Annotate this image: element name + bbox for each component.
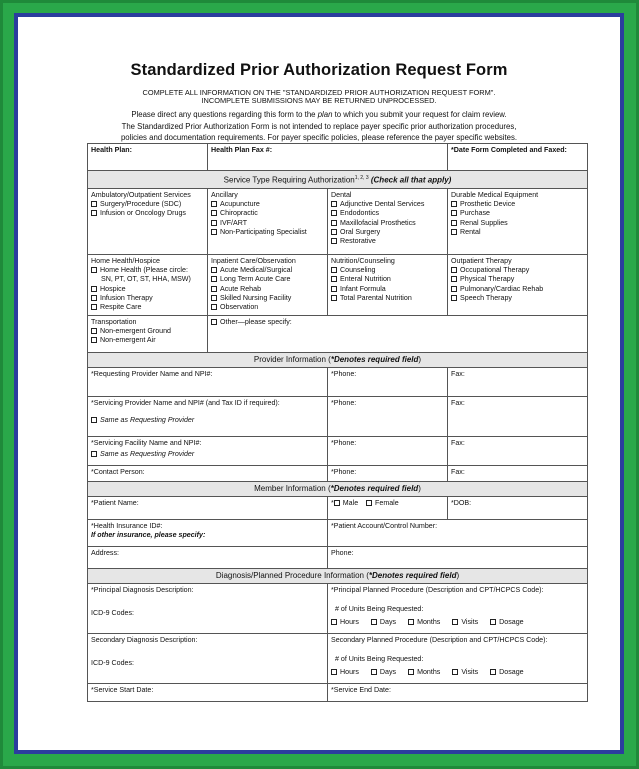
unit-dosage[interactable]: Dosage [490, 668, 523, 676]
checkbox-speech-therapy[interactable]: Speech Therapy [451, 294, 584, 303]
home-health-cell: Home Health/Hospice Home Health (Please circle: SN, PT, OT, ST, HHA, MSW) Hospice Infusion Therapy Respite Care [88, 254, 208, 315]
checkbox-icon[interactable] [211, 295, 217, 301]
ambulatory-services-cell: Ambulatory/Outpatient Services Surgery/Procedure (SDC) Infusion or Oncology Drugs [88, 188, 208, 254]
unit-hours[interactable]: Hours [331, 618, 359, 626]
member-phone-field[interactable]: Phone: [328, 546, 588, 568]
home-health-circle-options: SN, PT, OT, ST, HHA, MSW) [101, 275, 191, 284]
unit-visits[interactable]: Visits [452, 668, 478, 676]
outpatient-therapy-cell: Outpatient Therapy Occupational Therapy Physical Therapy Pulmonary/Cardiac Rehab Speech Therapy [448, 254, 588, 315]
checkbox-oral-surgery[interactable]: Oral Surgery [331, 228, 444, 237]
checkbox-ivf-art[interactable]: IVF/ART [211, 219, 324, 228]
service-end-date-field[interactable]: *Service End Date: [328, 683, 588, 701]
diagnosis-header: Diagnosis/Planned Procedure Information (*Denotes required field) [88, 568, 588, 583]
checkbox-renal-supplies[interactable]: Renal Supplies [451, 219, 584, 228]
other-specify-cell [208, 315, 588, 352]
note-line-2: The Standardized Prior Authorization Form is not intended to replace payer specific prior authorization procedures, [121, 122, 517, 131]
instruction-line-2: INCOMPLETE SUBMISSIONS MAY BE RETURNED UNPROCESSED. [201, 96, 437, 105]
checkbox-icon[interactable] [91, 337, 97, 343]
note-line-1: Please direct any questions regarding this form to the plan to which you submit your request for claim review. [131, 110, 507, 119]
unit-dosage[interactable]: Dosage [490, 618, 523, 626]
servicing-provider-field[interactable]: *Servicing Provider Name and NPI# (and Tax ID if required): Same as Requesting Provider [88, 396, 328, 436]
ancillary-cell: Ancillary Acupuncture Chiropractic IVF/ART Non-Participating Specialist [208, 188, 328, 254]
contact-phone-field[interactable]: *Phone: [328, 465, 448, 481]
checkbox-icon[interactable] [490, 619, 496, 625]
checkbox-icon[interactable] [331, 238, 337, 244]
service-start-date-field[interactable]: *Service Start Date: [88, 683, 328, 701]
checkbox-icon[interactable] [331, 276, 337, 282]
checkbox-icon[interactable] [451, 210, 457, 216]
checkbox-icon[interactable] [451, 286, 457, 292]
checkbox-icon[interactable] [211, 319, 217, 325]
instruction-line-1: COMPLETE ALL INFORMATION ON THE "STANDARDIZED PRIOR AUTHORIZATION REQUEST FORM". [142, 88, 496, 97]
checkbox-icon[interactable] [91, 295, 97, 301]
principal-diagnosis-field[interactable]: *Principal Diagnosis Description: ICD-9 Codes: [88, 583, 328, 633]
checkbox-total-parental-nutrition[interactable]: Total Parental Nutrition [331, 294, 444, 303]
requesting-phone-field[interactable]: *Phone: [328, 367, 448, 396]
checkbox-non-participating-specialist[interactable]: Non-Participating Specialist [211, 228, 324, 237]
member-info-header: Member Information (*Denotes required field) [88, 481, 588, 496]
checkbox-infusion-therapy[interactable]: Infusion Therapy [91, 294, 204, 303]
checkbox-adjunctive-dental[interactable]: Adjunctive Dental Services [331, 200, 444, 209]
checkbox-icon[interactable] [91, 328, 97, 334]
checkbox-icon[interactable] [91, 210, 97, 216]
checkbox-icon[interactable] [91, 267, 97, 273]
checkbox-skilled-nursing[interactable]: Skilled Nursing Facility [211, 294, 324, 303]
checkbox-icon[interactable] [331, 210, 337, 216]
checkbox-icon[interactable] [331, 286, 337, 292]
checkbox-rental[interactable]: Rental [451, 228, 584, 237]
checkbox-same-as-requesting[interactable]: Same as Requesting Provider [91, 416, 324, 425]
checkbox-chiropractic[interactable]: Chiropractic [211, 209, 324, 218]
checkbox-icon[interactable] [451, 295, 457, 301]
checkbox-restorative[interactable]: Restorative [331, 237, 444, 246]
health-plan-fax-field[interactable]: Health Plan Fax #: [208, 144, 448, 171]
secondary-procedure-field[interactable]: Secondary Planned Procedure (Description and CPT/HCPCS Code): # of Units Being Requested: Hours Days Months Visits Dosage [328, 633, 588, 683]
servicing-fax-field[interactable]: Fax: [448, 396, 588, 436]
dental-cell: Dental Adjunctive Dental Services Endodontics Maxillofacial Prosthetics Oral Surgery Restorative [328, 188, 448, 254]
checkbox-icon[interactable] [451, 229, 457, 235]
units-options-row-secondary [331, 668, 584, 677]
checkbox-acupuncture[interactable]: Acupuncture [211, 200, 324, 209]
service-type-header: Service Type Requiring Authorization$^{1, 2, 3}$ (Check all that apply) [88, 171, 588, 189]
checkbox-occupational-therapy[interactable]: Occupational Therapy [451, 266, 584, 275]
checkbox-icon[interactable] [91, 201, 97, 207]
provider-info-header: Provider Information (*Denotes required field) [88, 352, 588, 367]
checkbox-icon[interactable] [331, 220, 337, 226]
page-title: Standardized Prior Authorization Request Form [130, 61, 508, 79]
checkbox-respite-care[interactable]: Respite Care [91, 303, 204, 312]
units-options-row [331, 618, 584, 627]
checkbox-icon[interactable] [451, 220, 457, 226]
checkbox-icon[interactable] [331, 669, 337, 675]
checkbox-pulmonary-cardiac[interactable]: Pulmonary/Cardiac Rehab [451, 285, 584, 294]
requesting-fax-field[interactable]: Fax: [448, 367, 588, 396]
form-page [18, 17, 620, 750]
checkbox-icon[interactable] [211, 220, 217, 226]
checkbox-icon[interactable] [451, 267, 457, 273]
checkbox-icon[interactable] [211, 286, 217, 292]
authorization-form-table [87, 143, 588, 702]
checkbox-enteral-nutrition[interactable]: Enteral Nutrition [331, 275, 444, 284]
checkbox-hospice[interactable]: Hospice [91, 285, 204, 294]
inpatient-care-cell: Inpatient Care/Observation Acute Medical/Surgical Long Term Acute Care Acute Rehab Skilled Nursing Facility Observation [208, 254, 328, 315]
checkbox-icon[interactable] [371, 619, 377, 625]
checkbox-acute-medical[interactable]: Acute Medical/Surgical [211, 266, 324, 275]
checkbox-icon[interactable] [451, 201, 457, 207]
checkbox-prosthetic-device[interactable]: Prosthetic Device [451, 200, 584, 209]
checkbox-purchase[interactable]: Purchase [451, 209, 584, 218]
unit-months[interactable]: Months [408, 668, 440, 676]
health-plan-field[interactable]: Health Plan: [88, 144, 208, 171]
insurance-id-field[interactable]: *Health Insurance ID#: If other insurance, please specify: [88, 519, 328, 546]
checkbox-maxillofacial[interactable]: Maxillofacial Prosthetics [331, 219, 444, 228]
checkbox-icon[interactable] [91, 304, 97, 310]
checkbox-icon[interactable] [331, 229, 337, 235]
dob-field[interactable]: *DOB: [448, 496, 588, 519]
servicing-phone-field[interactable]: *Phone: [328, 396, 448, 436]
checkbox-facility-same-as-requesting[interactable]: Same as Requesting Provider [91, 450, 324, 459]
checkbox-counseling[interactable]: Counseling [331, 266, 444, 275]
sex-field: * Male Female [328, 496, 448, 519]
checkbox-surgery-procedure[interactable]: Surgery/Procedure (SDC) [91, 200, 204, 209]
checkbox-icon[interactable] [331, 619, 337, 625]
checkbox-icon[interactable] [91, 286, 97, 292]
checkbox-icon[interactable] [331, 295, 337, 301]
date-completed-field[interactable]: *Date Form Completed and Faxed: [448, 144, 588, 171]
checkbox-icon[interactable] [490, 669, 496, 675]
checkbox-acute-rehab[interactable]: Acute Rehab [211, 285, 324, 294]
principal-procedure-field[interactable]: *Principal Planned Procedure (Description and CPT/HCPCS Code): # of Units Being Requested: Hours Days Months Visits Dosage [328, 583, 588, 633]
checkbox-other[interactable]: Other—please specify: [211, 318, 584, 327]
address-field[interactable]: Address: [88, 546, 328, 568]
checkbox-icon[interactable] [371, 669, 377, 675]
checkbox-icon[interactable] [91, 451, 97, 457]
patient-name-field[interactable]: *Patient Name: [88, 496, 328, 519]
contact-person-field[interactable]: *Contact Person: [88, 465, 328, 481]
checkbox-icon[interactable] [408, 619, 414, 625]
checkbox-endodontics[interactable]: Endodontics [331, 209, 444, 218]
checkbox-physical-therapy[interactable]: Physical Therapy [451, 275, 584, 284]
checkbox-male[interactable] [334, 500, 340, 506]
checkbox-infant-formula[interactable]: Infant Formula [331, 285, 444, 294]
unit-visits[interactable]: Visits [452, 618, 478, 626]
checkbox-non-emergent-ground[interactable]: Non-emergent Ground [91, 327, 204, 336]
note-line-3: policies and documentation requirements. For payer specific policies, please reference the payer specific websites. [120, 133, 518, 142]
facility-phone-field[interactable]: *Phone: [328, 436, 448, 465]
checkbox-infusion-oncology[interactable]: Infusion or Oncology Drugs [91, 209, 204, 218]
checkbox-non-emergent-air[interactable]: Non-emergent Air [91, 336, 204, 345]
requesting-provider-field[interactable]: *Requesting Provider Name and NPI#: [88, 367, 328, 396]
unit-days[interactable]: Days [371, 618, 396, 626]
transportation-cell: Transportation Non-emergent Ground Non-emergent Air [88, 315, 208, 352]
checkbox-long-term-acute[interactable]: Long Term Acute Care [211, 275, 324, 284]
checkbox-icon[interactable] [211, 267, 217, 273]
checkbox-icon[interactable] [451, 276, 457, 282]
nutrition-cell: Nutrition/Counseling Counseling Enteral Nutrition Infant Formula Total Parental Nutrition [328, 254, 448, 315]
account-number-field[interactable]: *Patient Account/Control Number: [328, 519, 588, 546]
dme-cell: Durable Medical Equipment Prosthetic Device Purchase Renal Supplies Rental [448, 188, 588, 254]
checkbox-icon[interactable] [211, 210, 217, 216]
checkbox-icon[interactable] [452, 619, 458, 625]
secondary-diagnosis-field[interactable]: Secondary Diagnosis Description: ICD-9 Codes: [88, 633, 328, 683]
checkbox-icon[interactable] [331, 267, 337, 273]
checkbox-female[interactable] [366, 500, 372, 506]
checkbox-observation[interactable]: Observation [211, 303, 324, 312]
checkbox-icon[interactable] [211, 304, 217, 310]
checkbox-icon[interactable] [408, 669, 414, 675]
checkbox-icon[interactable] [91, 417, 97, 423]
checkbox-icon[interactable] [331, 201, 337, 207]
checkbox-icon[interactable] [452, 669, 458, 675]
contact-fax-field[interactable]: Fax: [448, 465, 588, 481]
unit-months[interactable]: Months [408, 618, 440, 626]
unit-hours[interactable]: Hours [331, 668, 359, 676]
facility-fax-field[interactable]: Fax: [448, 436, 588, 465]
checkbox-icon[interactable] [211, 201, 217, 207]
checkbox-icon[interactable] [211, 276, 217, 282]
checkbox-home-health[interactable]: Home Health (Please circle: [91, 266, 204, 275]
checkbox-icon[interactable] [211, 229, 217, 235]
servicing-facility-field[interactable]: *Servicing Facility Name and NPI#: Same as Requesting Provider [88, 436, 328, 465]
unit-days[interactable]: Days [371, 668, 396, 676]
